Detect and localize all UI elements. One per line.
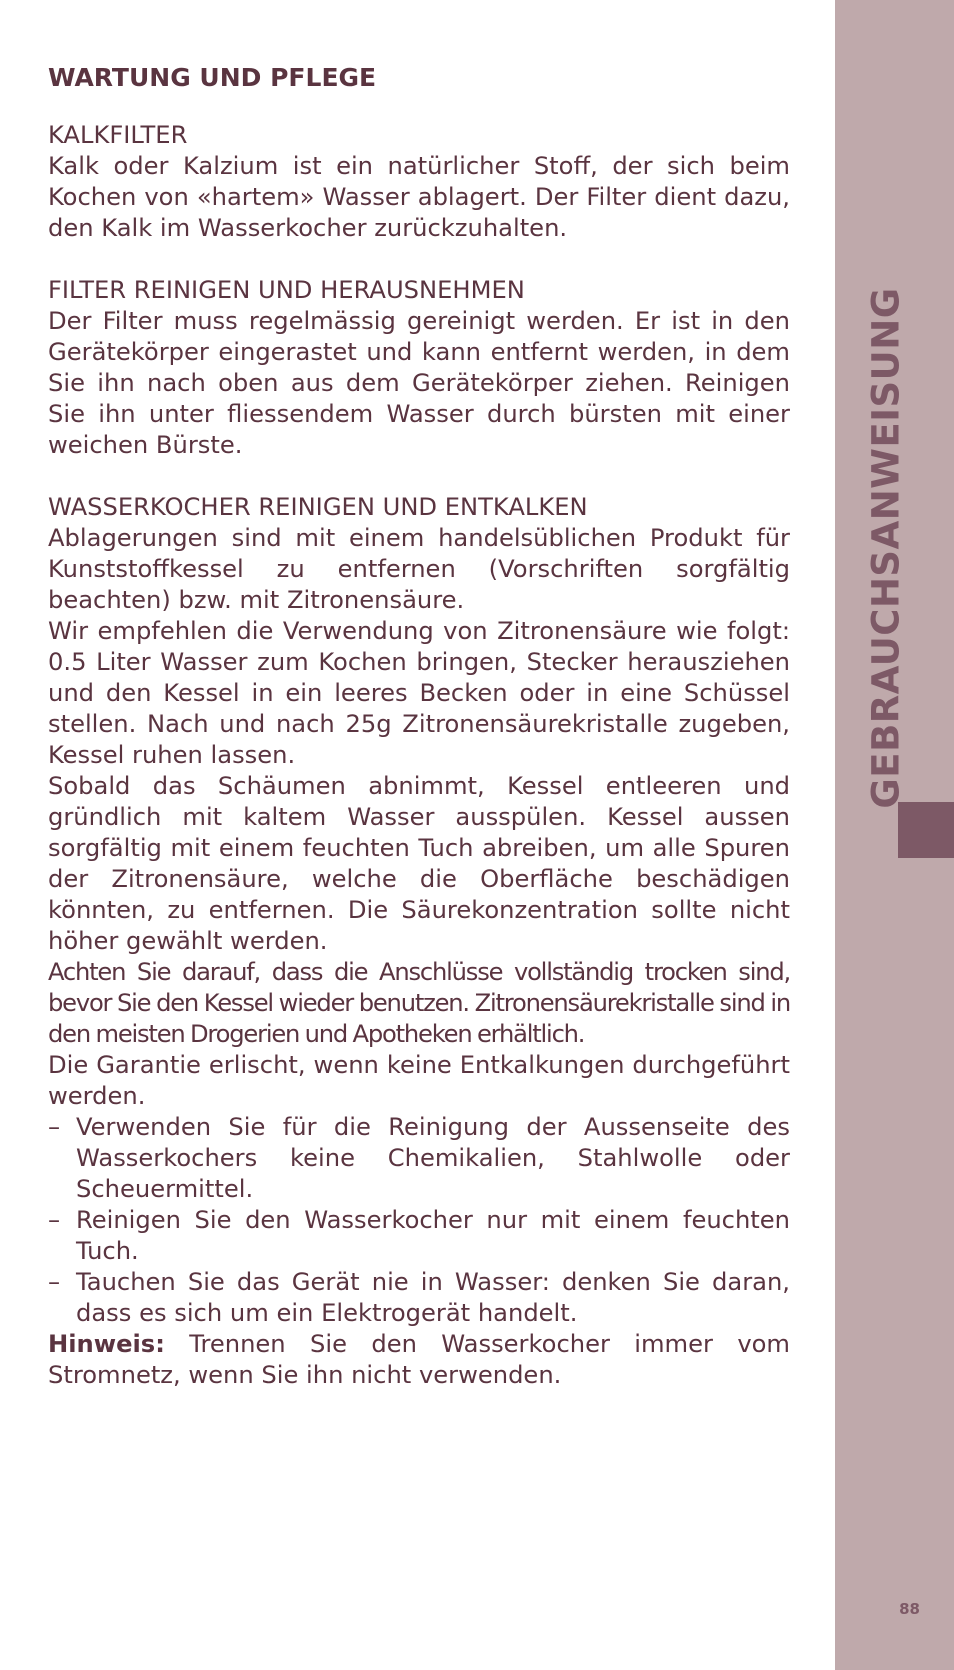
list-item [48,1205,790,1267]
sidebar-vertical-title: GEBRAUCHSANWEISUNG [864,287,908,809]
page-title: WARTUNG UND PFLEGE [48,63,377,92]
paragraph: Achten Sie darauf, dass die Anschlüsse vollständig trocken sind, bevor Sie den Kessel wieder benutzen. Zitronensäurekristalle sind in den meisten Drogerien und Apotheken erhältlich. [48,958,790,1048]
tab-marker [898,802,954,858]
dash-marker: – [48,1113,61,1141]
list-item [48,1267,790,1329]
paragraph: Wir empfehlen die Verwendung von Zitronensäure wie folgt: 0.5 Liter Wasser zum Kochen bringen, Stecker herausziehen und den Kessel in ein leeres Becken oder in eine Schüssel stellen. Nach und nach 25g Zitronensäurekristalle zugeben, Kessel ruhen lassen. [48,617,790,769]
paragraph: Die Garantie erlischt, wenn keine Entkalkungen durchgeführt werden. [48,1051,790,1110]
page-content [48,58,790,1422]
list-item-text: Reinigen Sie den Wasserkocher nur mit einem feuchten Tuch. [76,1206,790,1265]
note-text: Trennen Sie den Wasserkocher immer vom Stromnetz, wenn Sie ihn nicht verwenden. [48,1330,790,1389]
note [48,1329,790,1391]
note-label: Hinweis: [48,1330,165,1358]
paragraph: Kalk oder Kalzium ist ein natürlicher Stoff, der sich beim Kochen von «hartem» Wasser ablagert. Der Filter dient dazu, den Kalk im Wasserkocher zurückzuhalten. [48,152,790,242]
section-heading: KALKFILTER [48,121,188,149]
paragraph: Sobald das Schäumen abnimmt, Kessel entleeren und gründlich mit kaltem Wasser ausspülen. Kessel aussen sorgfältig mit einem feuchten Tuch abreiben, um alle Spuren der Zitronensäure, welche die Oberfläche beschädigen könnten, zu entfernen. Die Säurekonzentration sollte nicht höher gewählt werden. [48,772,790,955]
dash-marker: – [48,1206,61,1234]
list-item [48,1112,790,1205]
section-filter-reinigen [48,275,790,461]
list-item-text: Tauchen Sie das Gerät nie in Wasser: denken Sie daran, dass es sich um ein Elektrogerät handelt. [76,1268,790,1327]
paragraph: Ablagerungen sind mit einem handelsüblichen Produkt für Kunststoffkessel zu entfernen (Vorschriften sorgfältig beachten) bzw. mit Zitronensäure. [48,524,790,614]
section-wasserkocher-entkalken [48,492,790,1391]
page-number: 88 [899,1600,920,1618]
list-item-text: Verwenden Sie für die Reinigung der Aussenseite des Wasserkochers keine Chemikalien, Stahlwolle oder Scheuermittel. [76,1113,790,1203]
paragraph: Der Filter muss regelmässig gereinigt werden. Er ist in den Gerätekörper eingerastet und kann entfernt werden, in dem Sie ihn nach oben aus dem Gerätekörper ziehen. Reinigen Sie ihn unter fliessendem Wasser durch bürsten mit einer weichen Bürste. [48,307,790,459]
section-heading: FILTER REINIGEN UND HERAUSNEHMEN [48,276,525,304]
bullet-list [48,1112,790,1329]
dash-marker: – [48,1268,61,1296]
section-kalkfilter [48,120,790,244]
section-heading: WASSERKOCHER REINIGEN UND ENTKALKEN [48,493,588,521]
